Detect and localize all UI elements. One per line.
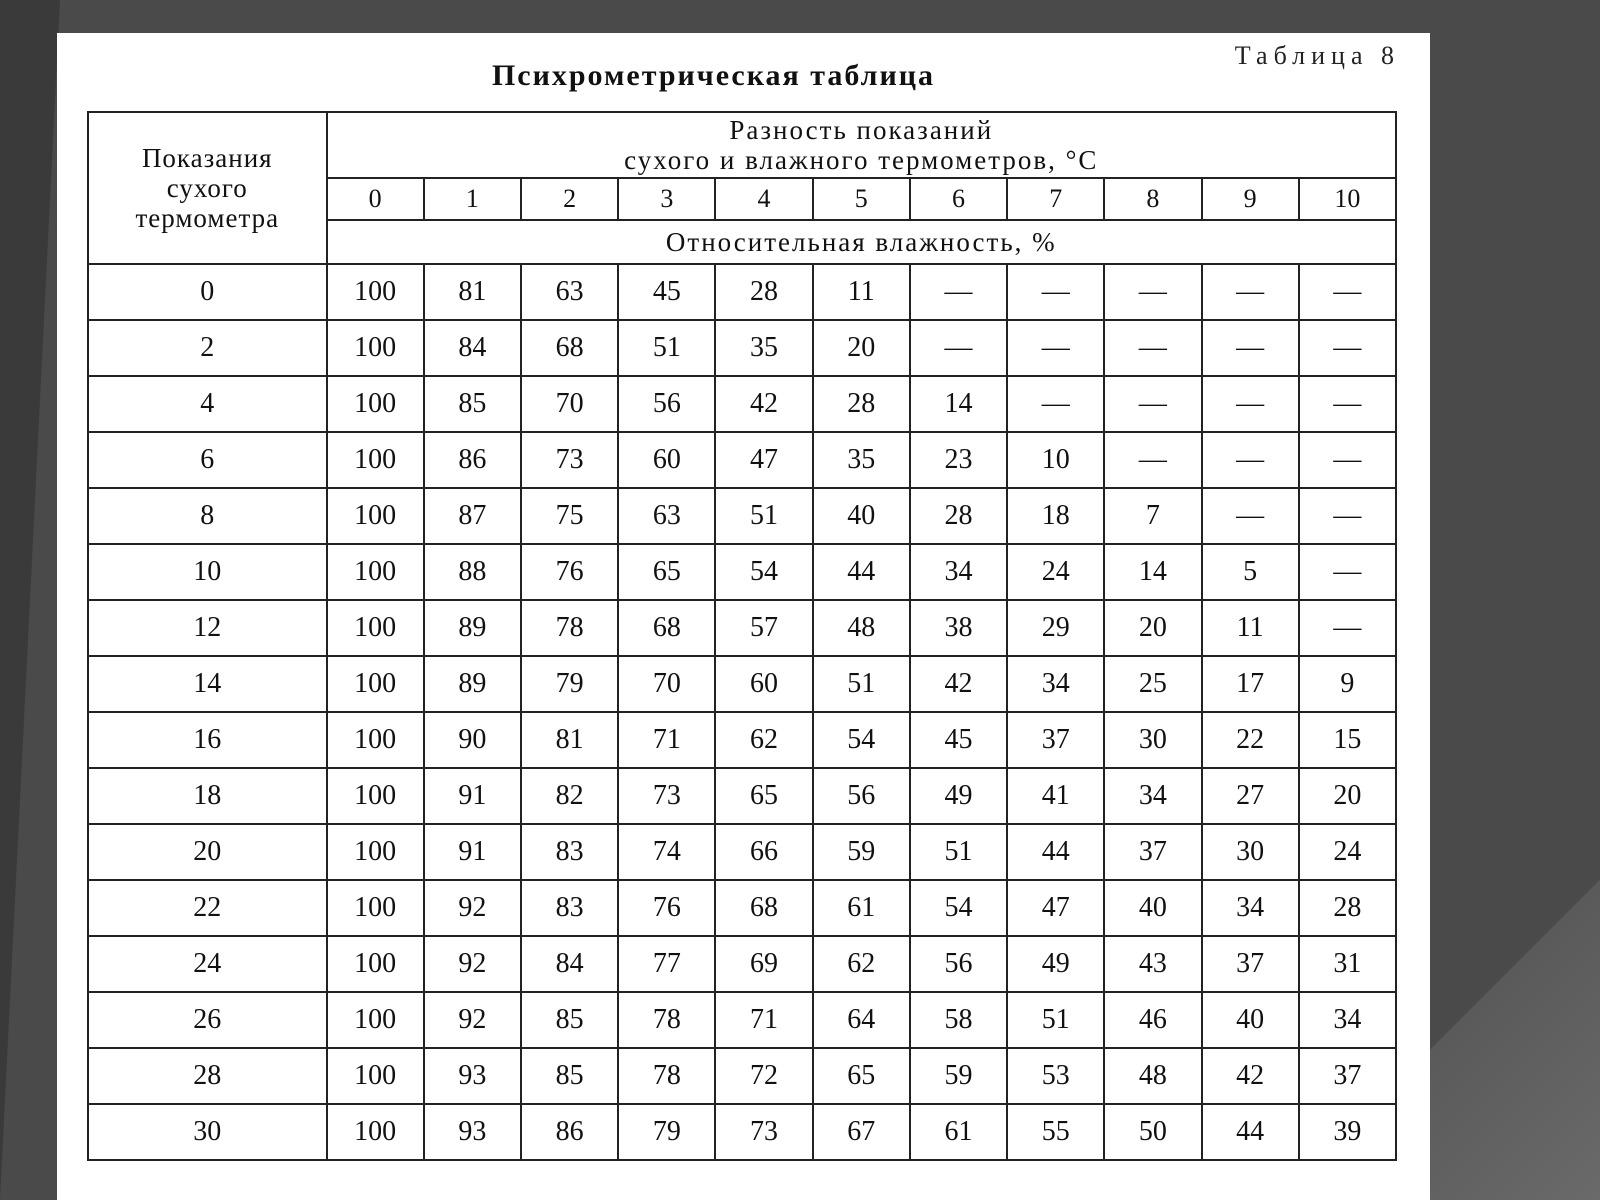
- dry-temperature-cell: 4: [88, 376, 327, 432]
- humidity-cell: 100: [327, 376, 424, 432]
- humidity-cell: 28: [813, 376, 910, 432]
- humidity-cell: 28: [715, 264, 812, 320]
- column-header: 3: [618, 178, 715, 220]
- humidity-cell: —: [1007, 376, 1104, 432]
- humidity-cell: 24: [1007, 544, 1104, 600]
- humidity-cell: 43: [1104, 936, 1201, 992]
- humidity-cell: 58: [910, 992, 1007, 1048]
- humidity-cell: 89: [424, 600, 521, 656]
- humidity-cell: 78: [618, 992, 715, 1048]
- humidity-cell: 17: [1202, 656, 1299, 712]
- humidity-cell: 93: [424, 1048, 521, 1104]
- humidity-cell: 57: [715, 600, 812, 656]
- humidity-cell: 53: [1007, 1048, 1104, 1104]
- humidity-cell: 38: [910, 600, 1007, 656]
- humidity-cell: 44: [1202, 1104, 1299, 1160]
- humidity-cell: 100: [327, 264, 424, 320]
- humidity-cell: 78: [618, 1048, 715, 1104]
- humidity-cell: 31: [1299, 936, 1396, 992]
- humidity-cell: 9: [1299, 656, 1396, 712]
- humidity-cell: 20: [1299, 768, 1396, 824]
- dry-temperature-cell: 18: [88, 768, 327, 824]
- humidity-cell: 100: [327, 320, 424, 376]
- humidity-cell: 100: [327, 432, 424, 488]
- column-header: 8: [1104, 178, 1201, 220]
- humidity-cell: 85: [521, 1048, 618, 1104]
- humidity-cell: 22: [1202, 712, 1299, 768]
- table-title: Психрометрическая таблица: [491, 59, 936, 92]
- humidity-cell: 34: [1202, 880, 1299, 936]
- humidity-cell: 70: [521, 376, 618, 432]
- humidity-cell: 11: [1202, 600, 1299, 656]
- humidity-cell: 40: [1104, 880, 1201, 936]
- humidity-cell: —: [1299, 600, 1396, 656]
- dry-temperature-cell: 22: [88, 880, 327, 936]
- humidity-cell: —: [1104, 264, 1201, 320]
- humidity-cell: 61: [910, 1104, 1007, 1160]
- column-header: 2: [521, 178, 618, 220]
- humidity-cell: 68: [618, 600, 715, 656]
- humidity-cell: —: [1104, 320, 1201, 376]
- humidity-cell: 74: [618, 824, 715, 880]
- column-header: 6: [910, 178, 1007, 220]
- dry-temperature-cell: 12: [88, 600, 327, 656]
- humidity-cell: —: [1299, 264, 1396, 320]
- humidity-cell: 93: [424, 1104, 521, 1160]
- humidity-cell: 69: [715, 936, 812, 992]
- humidity-cell: 54: [813, 712, 910, 768]
- table-number: Таблица 8: [1234, 41, 1400, 70]
- table-row: [88, 656, 1396, 712]
- humidity-cell: 85: [424, 376, 521, 432]
- units-header: Относительная влажность, %: [327, 220, 1396, 264]
- humidity-cell: 18: [1007, 488, 1104, 544]
- column-header: 5: [813, 178, 910, 220]
- table-row: [88, 1048, 1396, 1104]
- dry-temperature-cell: 2: [88, 320, 327, 376]
- humidity-cell: —: [1202, 488, 1299, 544]
- humidity-cell: 100: [327, 936, 424, 992]
- humidity-cell: 59: [813, 824, 910, 880]
- humidity-cell: 5: [1202, 544, 1299, 600]
- humidity-cell: 50: [1104, 1104, 1201, 1160]
- background-decoration-left: [0, 0, 60, 1200]
- humidity-cell: 62: [813, 936, 910, 992]
- table-row: [88, 432, 1396, 488]
- humidity-cell: 25: [1104, 656, 1201, 712]
- humidity-cell: 63: [618, 488, 715, 544]
- humidity-cell: 87: [424, 488, 521, 544]
- humidity-cell: —: [1007, 264, 1104, 320]
- humidity-cell: 100: [327, 712, 424, 768]
- humidity-cell: 84: [424, 320, 521, 376]
- humidity-cell: 76: [618, 880, 715, 936]
- humidity-cell: 44: [1007, 824, 1104, 880]
- humidity-cell: 30: [1104, 712, 1201, 768]
- document-page: [57, 33, 1430, 1200]
- humidity-cell: 7: [1104, 488, 1201, 544]
- humidity-cell: 65: [618, 544, 715, 600]
- table-row: [88, 824, 1396, 880]
- humidity-cell: 51: [715, 488, 812, 544]
- humidity-cell: 76: [521, 544, 618, 600]
- humidity-cell: 48: [1104, 1048, 1201, 1104]
- humidity-cell: 54: [910, 880, 1007, 936]
- humidity-cell: 23: [910, 432, 1007, 488]
- humidity-cell: 71: [618, 712, 715, 768]
- humidity-cell: 20: [1104, 600, 1201, 656]
- humidity-cell: 34: [1104, 768, 1201, 824]
- humidity-cell: 40: [813, 488, 910, 544]
- humidity-cell: 100: [327, 1104, 424, 1160]
- humidity-cell: 79: [618, 1104, 715, 1160]
- humidity-cell: 37: [1202, 936, 1299, 992]
- humidity-cell: 77: [618, 936, 715, 992]
- humidity-cell: 66: [715, 824, 812, 880]
- humidity-cell: —: [1202, 264, 1299, 320]
- dry-temperature-cell: 26: [88, 992, 327, 1048]
- humidity-cell: 48: [813, 600, 910, 656]
- humidity-cell: —: [1299, 320, 1396, 376]
- column-header: 0: [327, 178, 424, 220]
- humidity-cell: 41: [1007, 768, 1104, 824]
- humidity-cell: —: [1202, 320, 1299, 376]
- dry-temperature-cell: 10: [88, 544, 327, 600]
- dry-temperature-cell: 28: [88, 1048, 327, 1104]
- humidity-cell: 90: [424, 712, 521, 768]
- dry-temperature-cell: 14: [88, 656, 327, 712]
- humidity-cell: 46: [1104, 992, 1201, 1048]
- humidity-cell: 35: [715, 320, 812, 376]
- table-row: [88, 712, 1396, 768]
- humidity-cell: 28: [1299, 880, 1396, 936]
- background-decoration-right: [1400, 760, 1600, 1200]
- humidity-cell: 51: [1007, 992, 1104, 1048]
- humidity-cell: 73: [618, 768, 715, 824]
- column-header: 4: [715, 178, 812, 220]
- column-header: 10: [1299, 178, 1396, 220]
- humidity-cell: 47: [715, 432, 812, 488]
- humidity-cell: 86: [424, 432, 521, 488]
- humidity-cell: 10: [1007, 432, 1104, 488]
- humidity-cell: 51: [813, 656, 910, 712]
- row-header-label: Показания сухого термометра: [88, 112, 327, 264]
- humidity-cell: 27: [1202, 768, 1299, 824]
- humidity-cell: 42: [715, 376, 812, 432]
- humidity-cell: 64: [813, 992, 910, 1048]
- humidity-cell: 86: [521, 1104, 618, 1160]
- humidity-cell: 20: [813, 320, 910, 376]
- humidity-cell: 65: [715, 768, 812, 824]
- humidity-cell: —: [910, 320, 1007, 376]
- column-header: 9: [1202, 178, 1299, 220]
- humidity-cell: 68: [715, 880, 812, 936]
- humidity-cell: 51: [910, 824, 1007, 880]
- humidity-cell: 56: [618, 376, 715, 432]
- table-row: [88, 320, 1396, 376]
- table-row: [88, 488, 1396, 544]
- humidity-cell: 83: [521, 824, 618, 880]
- humidity-cell: 37: [1299, 1048, 1396, 1104]
- humidity-cell: —: [1104, 376, 1201, 432]
- humidity-cell: 37: [1007, 712, 1104, 768]
- humidity-cell: 65: [813, 1048, 910, 1104]
- psychrometric-table: [87, 111, 1397, 1161]
- humidity-cell: 47: [1007, 880, 1104, 936]
- humidity-cell: 100: [327, 488, 424, 544]
- dry-temperature-cell: 24: [88, 936, 327, 992]
- humidity-cell: 71: [715, 992, 812, 1048]
- humidity-cell: 88: [424, 544, 521, 600]
- dry-temperature-cell: 16: [88, 712, 327, 768]
- humidity-cell: 42: [910, 656, 1007, 712]
- table-row: [88, 768, 1396, 824]
- column-header: 7: [1007, 178, 1104, 220]
- dry-temperature-cell: 0: [88, 264, 327, 320]
- difference-header: Разность показаний сухого и влажного термометров, °С: [327, 112, 1396, 178]
- humidity-cell: —: [1299, 432, 1396, 488]
- table-row: [88, 544, 1396, 600]
- humidity-cell: —: [1299, 544, 1396, 600]
- humidity-cell: 63: [521, 264, 618, 320]
- humidity-cell: 100: [327, 656, 424, 712]
- humidity-cell: 42: [1202, 1048, 1299, 1104]
- humidity-cell: 28: [910, 488, 1007, 544]
- humidity-cell: 73: [521, 432, 618, 488]
- humidity-cell: 100: [327, 1048, 424, 1104]
- humidity-cell: 24: [1299, 824, 1396, 880]
- table-row: [88, 600, 1396, 656]
- humidity-cell: 34: [910, 544, 1007, 600]
- humidity-cell: 14: [1104, 544, 1201, 600]
- humidity-cell: 92: [424, 936, 521, 992]
- humidity-cell: 100: [327, 600, 424, 656]
- humidity-cell: —: [1007, 320, 1104, 376]
- humidity-cell: 45: [910, 712, 1007, 768]
- dry-temperature-cell: 8: [88, 488, 327, 544]
- humidity-cell: 40: [1202, 992, 1299, 1048]
- table-row: [88, 936, 1396, 992]
- humidity-cell: 39: [1299, 1104, 1396, 1160]
- humidity-cell: 92: [424, 880, 521, 936]
- humidity-cell: 70: [618, 656, 715, 712]
- humidity-cell: 72: [715, 1048, 812, 1104]
- humidity-cell: 60: [618, 432, 715, 488]
- humidity-cell: 89: [424, 656, 521, 712]
- humidity-cell: 49: [910, 768, 1007, 824]
- humidity-cell: 84: [521, 936, 618, 992]
- humidity-cell: 61: [813, 880, 910, 936]
- humidity-cell: 82: [521, 768, 618, 824]
- humidity-cell: 37: [1104, 824, 1201, 880]
- humidity-cell: 83: [521, 880, 618, 936]
- humidity-cell: 100: [327, 544, 424, 600]
- column-header: 1: [424, 178, 521, 220]
- humidity-cell: 49: [1007, 936, 1104, 992]
- humidity-cell: —: [1104, 432, 1201, 488]
- humidity-cell: —: [910, 264, 1007, 320]
- humidity-cell: 11: [813, 264, 910, 320]
- humidity-cell: 55: [1007, 1104, 1104, 1160]
- humidity-cell: 75: [521, 488, 618, 544]
- humidity-cell: 100: [327, 880, 424, 936]
- humidity-cell: 51: [618, 320, 715, 376]
- humidity-cell: 78: [521, 600, 618, 656]
- humidity-cell: 73: [715, 1104, 812, 1160]
- humidity-cell: —: [1299, 488, 1396, 544]
- humidity-cell: 54: [715, 544, 812, 600]
- humidity-cell: 79: [521, 656, 618, 712]
- dry-temperature-cell: 30: [88, 1104, 327, 1160]
- humidity-cell: 56: [910, 936, 1007, 992]
- humidity-cell: 30: [1202, 824, 1299, 880]
- humidity-cell: 34: [1007, 656, 1104, 712]
- humidity-cell: 14: [910, 376, 1007, 432]
- dry-temperature-cell: 20: [88, 824, 327, 880]
- humidity-cell: 91: [424, 768, 521, 824]
- humidity-cell: 62: [715, 712, 812, 768]
- humidity-cell: 67: [813, 1104, 910, 1160]
- humidity-cell: 100: [327, 992, 424, 1048]
- table-row: [88, 1104, 1396, 1160]
- humidity-cell: 59: [910, 1048, 1007, 1104]
- humidity-cell: 34: [1299, 992, 1396, 1048]
- humidity-cell: 81: [521, 712, 618, 768]
- humidity-cell: 44: [813, 544, 910, 600]
- humidity-cell: —: [1202, 376, 1299, 432]
- humidity-cell: 92: [424, 992, 521, 1048]
- humidity-cell: 85: [521, 992, 618, 1048]
- dry-temperature-cell: 6: [88, 432, 327, 488]
- humidity-cell: 100: [327, 824, 424, 880]
- table-row: [88, 880, 1396, 936]
- humidity-cell: 100: [327, 768, 424, 824]
- humidity-cell: 91: [424, 824, 521, 880]
- humidity-cell: 68: [521, 320, 618, 376]
- humidity-cell: —: [1299, 376, 1396, 432]
- table-row: [88, 992, 1396, 1048]
- table-row: [88, 376, 1396, 432]
- humidity-cell: 29: [1007, 600, 1104, 656]
- humidity-cell: 81: [424, 264, 521, 320]
- humidity-cell: 60: [715, 656, 812, 712]
- humidity-cell: —: [1202, 432, 1299, 488]
- humidity-cell: 45: [618, 264, 715, 320]
- humidity-cell: 56: [813, 768, 910, 824]
- humidity-cell: 35: [813, 432, 910, 488]
- humidity-cell: 15: [1299, 712, 1396, 768]
- table-row: [88, 264, 1396, 320]
